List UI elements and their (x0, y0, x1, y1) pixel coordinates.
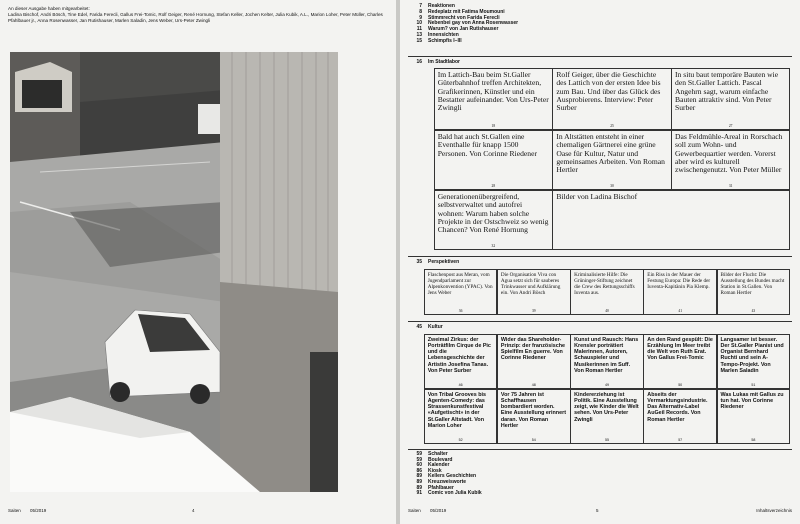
toc-item: 59 Boulevard (416, 456, 453, 463)
section-title: Im Stadtlabor (428, 59, 460, 65)
article-cell: Bald hat auch St.Gallen eine Eventhalle für knapp 1500 Personen. Von Corinne Riedener 28 (434, 130, 553, 191)
article-cell: Vor 75 Jahren ist Schaffhausen bombardiert worden. Eine Ausstellung erinnert daran. Von Roman Hertler 54 (497, 389, 571, 445)
footer-section-name: Inhaltsverzeichnis (756, 508, 792, 513)
stadtlabor-grid (434, 68, 790, 250)
right-footer (400, 508, 800, 514)
article-cell: Von Tribal Grooves bis Agenten-Comedy: das Strassenkunstfestival «Aufgetischt» in der St.Galler Altstadt. Von Marion Loher 52 (424, 389, 498, 445)
article-cell: Wider das Shareholder-Prinzip: der französische Spielfilm En guerre. Von Corinne Riedener 48 (497, 334, 571, 390)
article-cell: Kriminalisierte Hilfe: Die Grüninger-Stiftung zeichnet die Crew des Rettungsschiffs Iuventa aus. 40 (570, 269, 644, 316)
section-number: 16 (416, 59, 422, 65)
right-page (400, 0, 800, 524)
article-cell: An den Rand gespült: Die Erzählung Im Meer treibt die Welt von Ruth Erat. Von Gallus Frei-Tomic 50 (643, 334, 717, 390)
article-cell: Bilder der Flucht: Die Ausstellung des Bundes macht Station in St.Gallen. Von Roman Hertler 43 (717, 269, 791, 316)
footer-page-number: 4 (192, 508, 195, 513)
section-number: 35 (416, 259, 422, 265)
left-page (0, 0, 396, 524)
toc-top (408, 4, 768, 45)
article-cell: Zweimal Zirkus: der Porträtfilm Cirque de Pic und die Lebensgeschichte der Artistin Josefina Tanas. Von Peter Surber 46 (424, 334, 498, 390)
section-rule (408, 321, 792, 322)
footer-magazine-name: Saiten (408, 508, 421, 513)
section-stadtlabor (408, 59, 792, 65)
article-cell: In Altstätten entsteht in einer chemaligen Gärtnerei eine grüne Oase für Kultur, Natur und gemeinsames Arbeiten. Von Roman Hertler 30 (552, 130, 671, 191)
section-title: Perspektiven (428, 259, 460, 265)
section-rule (408, 449, 792, 450)
cover-photo (10, 52, 338, 492)
toc-item: 9 Stimmrecht von Farida Ferecli (419, 14, 500, 21)
footer-issue: 05/2019 (30, 508, 47, 513)
article-cell: Flaschenpost aus Meran, vom Jugendparlament zur Alpenkonvention (YPAC). Von Jens Weber 36 (424, 269, 498, 316)
article-cell: Ein Riss in der Mauer der Festung Europa: Die Rede der Iuventa-Kapitänin Pia Klemp. 41 (643, 269, 717, 316)
toc-bottom (408, 452, 482, 497)
toc-item: 89 Kellers Geschichten (416, 473, 477, 480)
perspektiven-grid (424, 269, 790, 315)
section-number: 45 (416, 324, 422, 330)
section-perspektiven (408, 259, 792, 265)
toc-item: 15 Schimpfis I–III (416, 37, 462, 44)
contributors-block (8, 6, 388, 24)
article-cell: Was Lukas mit Gallus zu tun hat. Von Corinne Riedener 58 (717, 389, 791, 445)
footer-issue: 05/2019 (430, 508, 447, 513)
section-rule (408, 56, 792, 57)
contributors-intro: An dieser Ausgabe haben mitgearbeitet: (8, 6, 90, 11)
toc-item: 11 Warum? von Jan Rutishauser (416, 26, 499, 33)
section-rule (408, 256, 792, 257)
toc-item: 89 Pfahlbauer (416, 484, 454, 491)
article-cell: Bilder von Ladina Bischof (552, 190, 790, 251)
article-cell: In situ baut temporäre Bauten wie den St.Galler Lattich. Pascal Angehrn sagt, warum einfache Bauten attraktiv sind. Von Peter Surber 27 (671, 68, 790, 131)
article-cell: Rolf Geiger, über die Geschichte des Lattich von der ersten Idee bis zum Bau. Und über das Glück des Ausprobierens. Interview: Peter Surber 25 (552, 68, 671, 131)
toc-item: 86 Kiosk (416, 467, 442, 474)
kultur-grid (424, 334, 790, 444)
left-footer (0, 508, 396, 514)
footer-page-number: 5 (596, 508, 599, 513)
section-title: Kultur (428, 324, 443, 330)
toc-item: 13 Innensichten (416, 31, 459, 38)
section-kultur (408, 324, 792, 330)
article-cell: Im Lattich-Bau beim St.Galler Güterbahnhof treffen Architekten, Grafikerinnen, Künstler und ein Bestatter aufeinander. Von Urs-Peter Zwingli 18 (434, 68, 553, 131)
article-cell: Kunst und Rausch: Hans Krensler porträtiert Malerinnen, Autoren, Schauspieler und Musikerinnen im Suff. Von Roman Hertler 49 (570, 334, 644, 390)
toc-item: 60 Kalender (416, 462, 450, 469)
toc-item: 89 Kreuzweisworte (416, 478, 467, 485)
article-cell: Abseits der Vermarktungsindustrie. Das Alternativ-Label AuGeil Records. Von Roman Hertler 57 (643, 389, 717, 445)
toc-item: 7 Reaktionen (419, 3, 455, 9)
toc-item: 91 Comic von Julia Kubik (416, 490, 482, 497)
article-cell: Die Organisation Viva con Agua setzt sich für sauberes Trinkwasser und Aufklärung ein. Von Andri Bösch 39 (497, 269, 571, 316)
contributors-list: Ladina Bischof, Andri Bösch, Tine Edel, Farida Ferecli, Gallus Frei-Tomic, Rolf Geiger, René Hornung, Stefan Keller, Jochen Kelter, Julia Kubik, A.L., Marion Loher, Peter Müller, Charles Pfahlbauer jr., Anna Rosenwasser, Jan Rutishauser, Marlen Saladin, Jens Weber, Urs-Peter Zwingli (8, 12, 383, 23)
article-cell: Langsamer ist besser. Der St.Galler Pianist und Organist Bernhard Ruchti und sein A-Tempo-Projekt. Von Marlen Saladin 51 (717, 334, 791, 390)
footer-magazine-name: Saiten (8, 508, 21, 513)
article-cell: Generationenübergreifend, selbstverwaltet und autofrei wohnen: Warum haben solche Projekte in der Ostschweiz so wenig Chancen? Von René Hornung 32 (434, 190, 553, 251)
building-photo-image (10, 52, 338, 492)
toc-item: 59 Schalter (416, 451, 448, 457)
toc-item: 10 Nebenbei gay von Anna Rosenwasser (416, 20, 519, 27)
article-cell: Kindererziehung ist Politik. Eine Ausstellung zeigt, wie Kinder die Welt sehen. Von Urs-Peter Zwingli 55 (570, 389, 644, 445)
article-cell: Das Feldmühle-Areal in Rorschach soll zum Wohn- und Gewerbequartier werden. Vorerst aber wird es kulturell zwischengenutzt. Von Peter Müller 31 (671, 130, 790, 191)
toc-item: 8 Redeplatz mit Fatima Moumouni (419, 8, 505, 15)
